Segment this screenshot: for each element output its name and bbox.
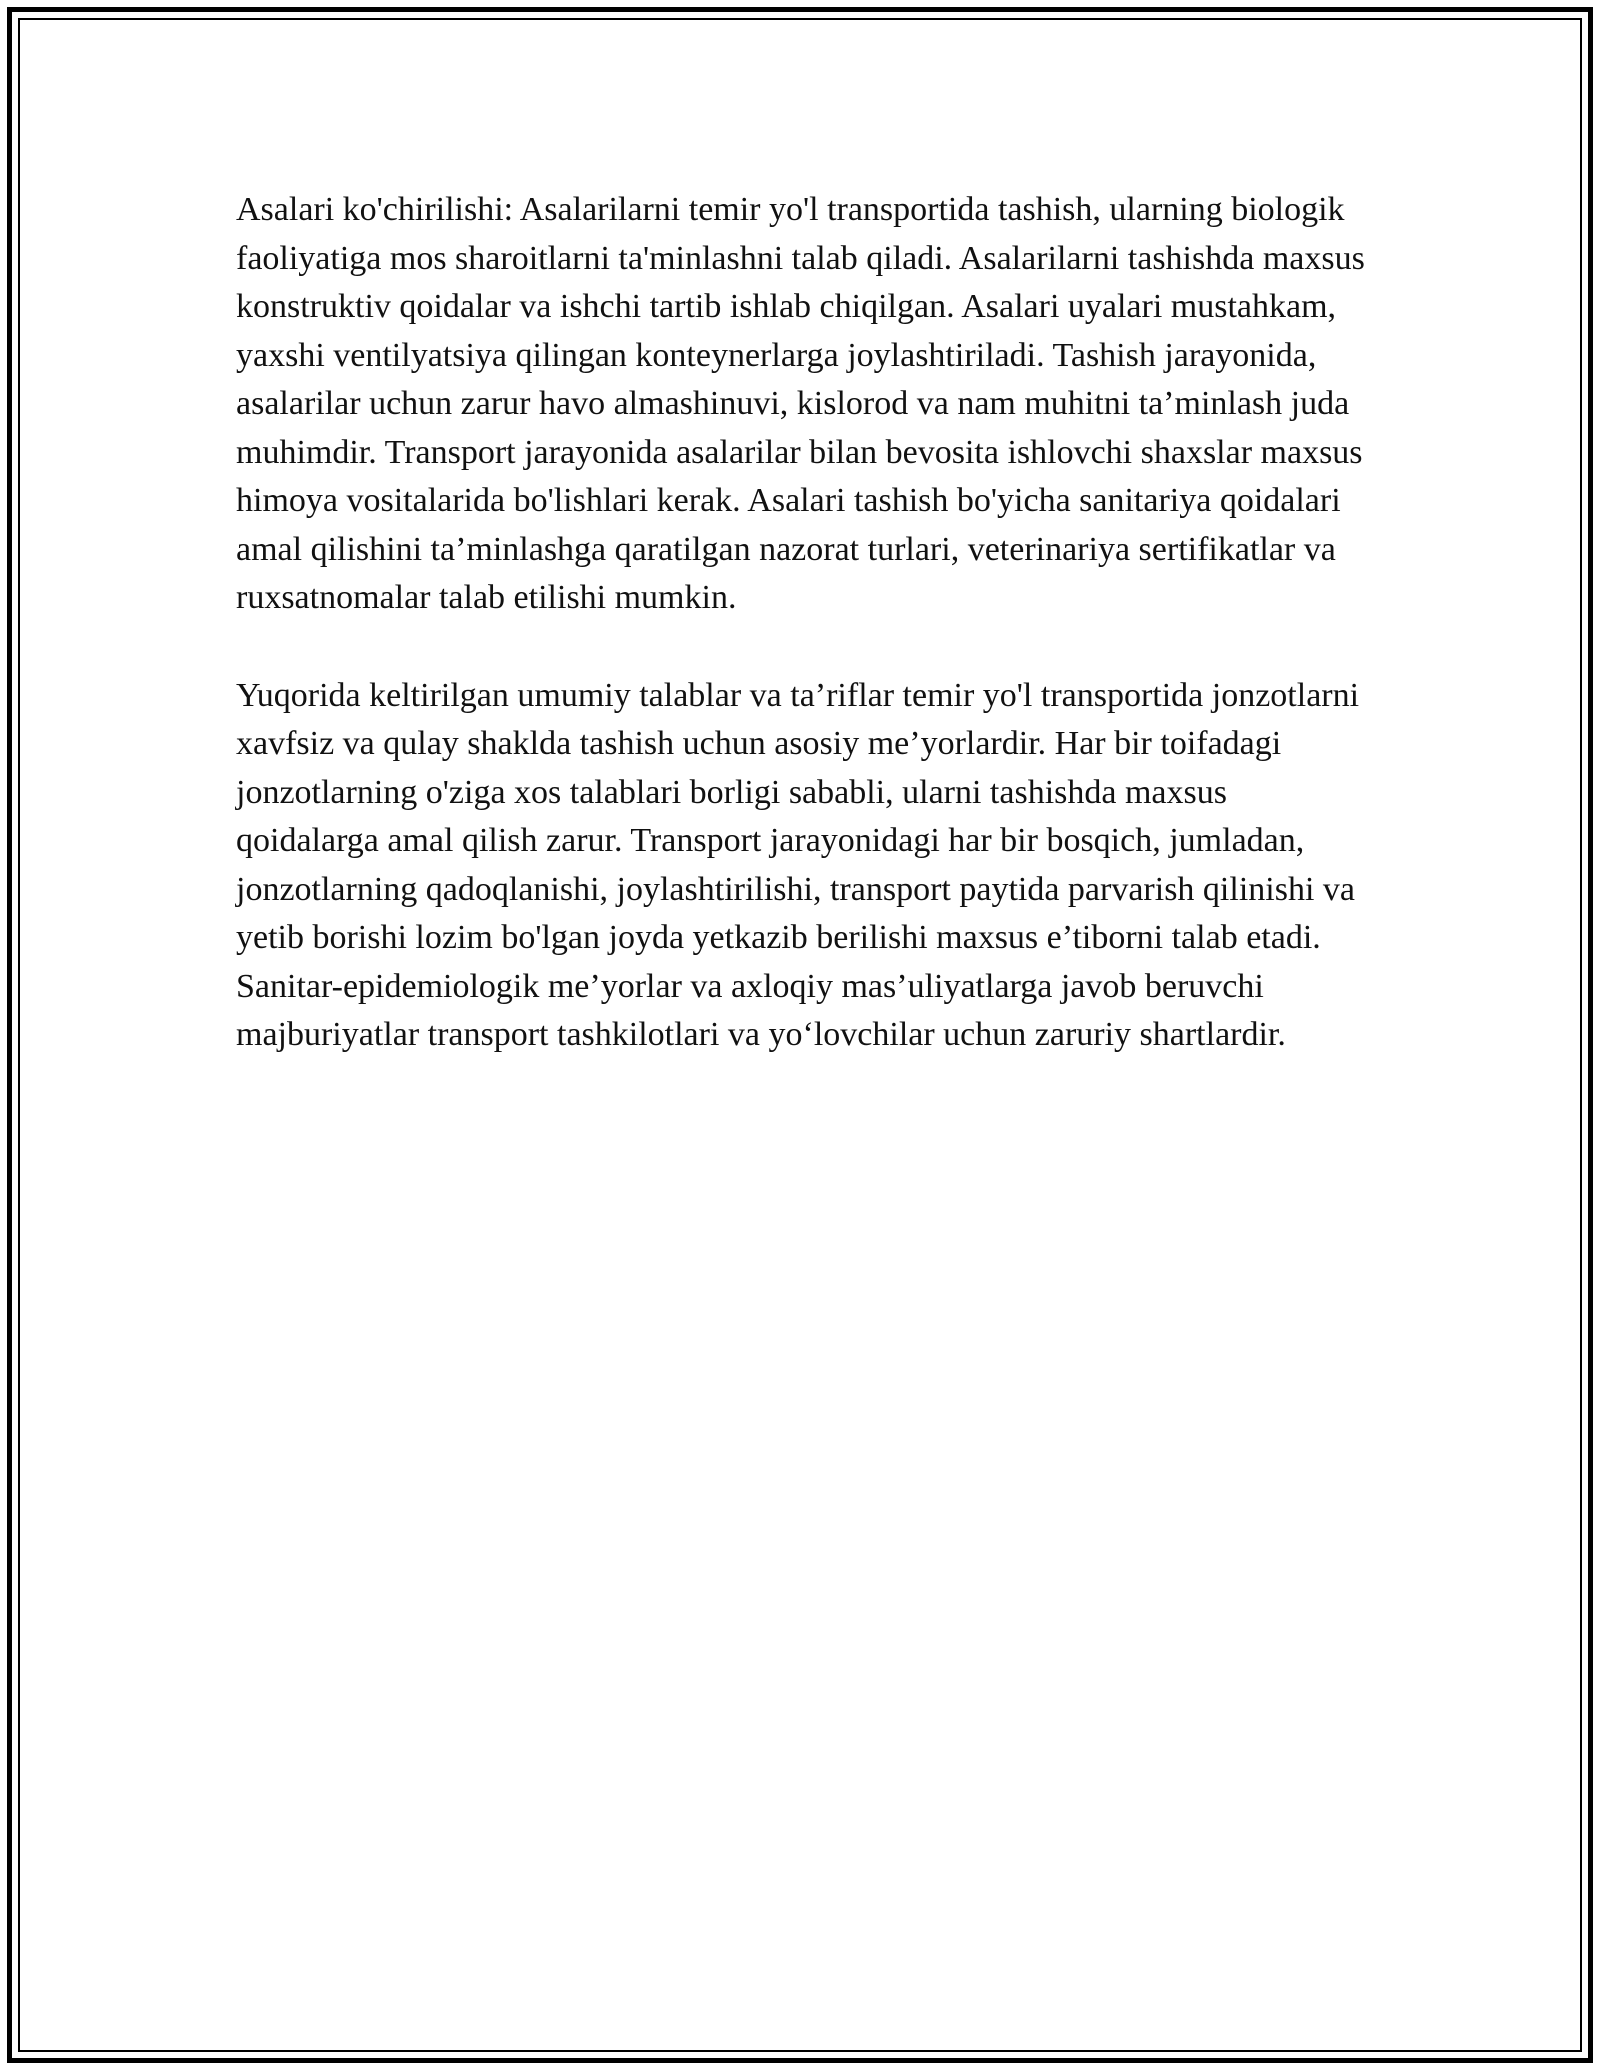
paragraph-bee-transport: Asalari ko'chirilishi: Asalarilarni temir yo'l transportida tashish, ularning biologik faoliyatiga mos sharoitlarni ta'minlashni talab qiladi. Asalarilarni tashishda maxsus konstruktiv qoidalar va ishchi tartib ishlab chiqilgan. Asalari uyalari mustahkam, yaxshi ventilyatsiya qilingan konteynerlarga joylashtiriladi. Tashish jarayonida, asalarilar uchun zarur havo almashinuvi, kislorod va nam muhitni ta’minlash juda muhimdir. Transport jarayonida asalarilar bilan bevosita ishlovchi shaxslar maxsus himoya vositalarida bo'lishlari kerak. Asalari tashish bo'yicha sanitariya qoidalari amal qilishini ta’minlashga qaratilgan nazorat turlari, veterinariya sertifikatlar va ruxsatnomalar talab etilishi mumkin.	[236, 191, 1365, 616]
document-body	[236, 186, 1371, 1060]
paragraph-general-requirements: Yuqorida keltirilgan umumiy talablar va ta’riflar temir yo'l transportida jonzotlarni xavfsiz va qulay shaklda tashish uchun asosiy me’yorlardir. Har bir toifadagi jonzotlarning o'ziga xos talablari borligi sababli, ularni tashishda maxsus qoidalarga amal qilish zarur. Transport jarayonidagi har bir bosqich, jumladan, jonzotlarning qadoqlanishi, joylashtirilishi, transport paytida parvarish qilinishi va yetib borishi lozim bo'lgan joyda yetkazib berilishi maxsus e’tiborni talab etadi. Sanitar-epidemiologik me’yorlar va axloqiy mas’uliyatlarga javob beruvchi majburiyatlar transport tashkilotlari va yo‘lovchilar uchun zaruriy shartlardir.	[236, 676, 1360, 1053]
